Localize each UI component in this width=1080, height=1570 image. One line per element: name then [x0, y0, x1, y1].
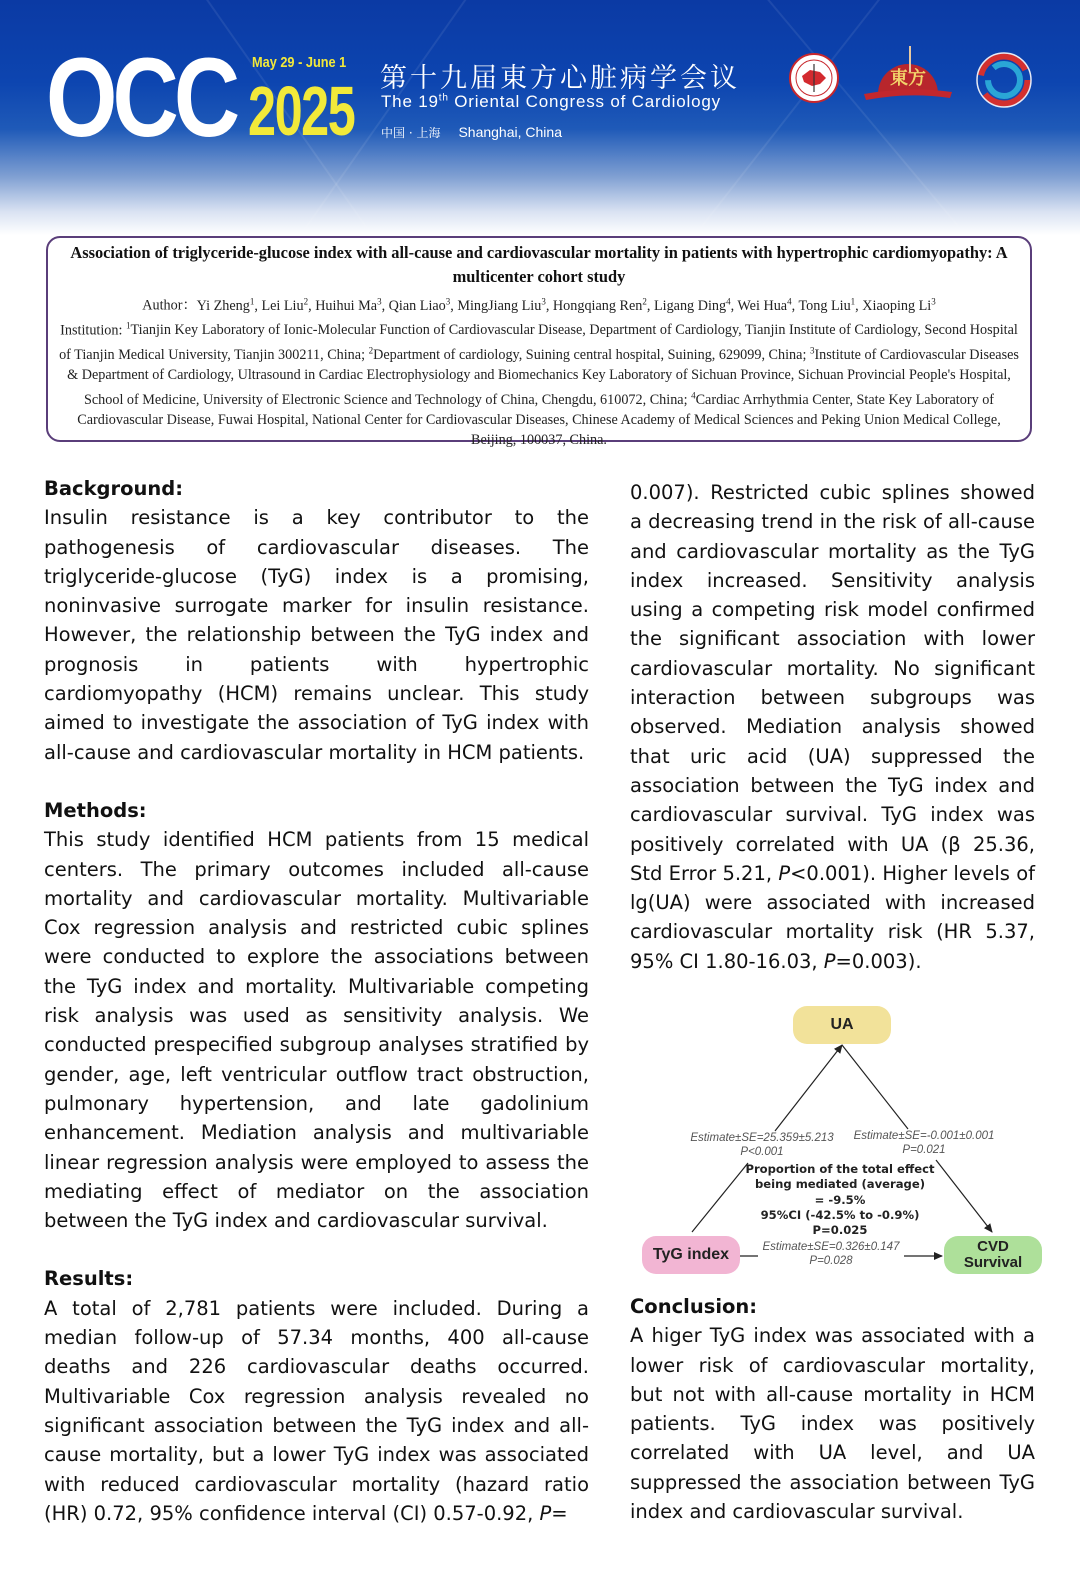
author-affiliation: 3 [377, 296, 382, 306]
results-section [44, 1264, 589, 1528]
title-en-sup: th [438, 92, 449, 104]
author-name: Ligang Ding [653, 297, 727, 314]
institution-number: 4 [691, 390, 696, 401]
results-heading: Results: [44, 1267, 134, 1291]
methods-heading: Methods: [44, 798, 147, 822]
author-list [56, 291, 1022, 316]
outcome-node [944, 1236, 1042, 1274]
title-en-prefix: The 19 [381, 92, 439, 111]
author-affiliation: 4 [787, 296, 792, 306]
author-name: Tong Liu [798, 297, 851, 314]
author-affiliation: 4 [726, 296, 731, 306]
author-name: Hongqiang Ren [552, 297, 643, 314]
methods-text: This study identified HCM patients from 15 medical centers. The primary outcomes included all-cause mortality and cardiovascular mortality. Multivariable Cox regression analysis and restricted cubic splines were conducted to explore the associations between the TyG index and mortality. Multivariable competing risk analysis was used as sensitivity analysis. We conducted prespecified subgroup analyses stratified by gender, age, left ventricular outflow tract obstruction, pulmonary hypertension, and late gadolinium enhancement. Mediation analysis and multivariable linear regression analysis were employed to assess the mediating effect of mediator on the association between the TyG index and cardiovascular survival. [44, 828, 589, 1233]
outcome-line1: CVD [977, 1237, 1009, 1255]
author-name: Huihui Ma [315, 297, 378, 314]
path-a-p: P<0.001 [740, 1146, 784, 1158]
path-a-arrow-upper [775, 1045, 842, 1131]
conference-title-chinese: 第十九届東方心脏病学会议 [380, 63, 740, 94]
mediator-node: UA [793, 1006, 891, 1044]
conference-dates: May 29 - June 1 [252, 54, 347, 71]
oriental-congress-logo-icon [860, 42, 956, 104]
mediation-line: Proportion of the total effect [745, 1162, 935, 1176]
p-value-label: P [539, 1501, 552, 1525]
title-en-suffix: Oriental Congress of Cardiology [448, 92, 721, 111]
mediation-diagram [630, 1000, 1050, 1290]
results-text-part: = [551, 1501, 568, 1525]
path-b-estimate: Estimate±SE=-0.001±0.001 [853, 1130, 995, 1142]
author-name: Yi Zheng [196, 297, 250, 314]
author-names: Yi Zheng$^1$, Lei Liu$^2$, Huihui Ma$^3$, Qian Liao$^3$, MingJiang Liu$^3$, Hongqiang Ren$^2$, Ligang Ding$^4$, Wei Hua$^4$, Tong Liu$^1$, Xiaoping Li$^3$ [196, 296, 936, 314]
institution-number: 2 [368, 345, 374, 356]
mediation-summary [730, 1162, 950, 1238]
outcome-line2: Survival [963, 1254, 1023, 1271]
path-b-p: P=0.021 [902, 1144, 946, 1156]
author-affiliation: 3 [931, 296, 936, 306]
banner-decoration [694, 0, 942, 235]
author-affiliation: 2 [303, 296, 309, 306]
results-text-left [44, 1294, 589, 1528]
mediation-p: P=0.025 [812, 1223, 868, 1238]
background-heading: Background: [44, 477, 184, 500]
author-affiliation: 3 [445, 296, 451, 306]
conference-banner [0, 0, 1080, 235]
author-affiliation: 1 [850, 296, 856, 306]
mediation-proportion: = -9.5% [814, 1192, 866, 1207]
institution-text [59, 322, 1019, 447]
conference-location [381, 124, 562, 141]
right-column [630, 478, 1035, 976]
paper-title: Association of triglyceride-glucose index with all-cause and cardiovascular mortality in patients with hypertrophic cardiomyopathy: A multicenter cohort study [70, 243, 1008, 286]
mediation-line: being mediated (average) [754, 1177, 926, 1192]
p-value-label: P [823, 949, 836, 973]
results-text-part: 0.007). Restricted cubic splines showed a decreasing trend in the risk of all-cause and cardiovascular mortality as the TyG index increased. Sensitivity analysis using a competing risk model confirmed the significant association with lower cardiovascular mortality. No significant interaction between subgroups was observed. Mediation analysis showed that uric acid (UA) suppressed the association between the TyG index and cardiovascular survival. TyG index was positively correlated with UA (β 25.36, Std Error 5.21, [630, 481, 1035, 885]
author-name: Qian Liao [388, 297, 446, 314]
shanghai-medical-association-logo-icon [784, 52, 844, 104]
mediation-ci: 95%CI (-42.5% to -0.9%) [760, 1207, 920, 1222]
path-a-label [682, 1131, 842, 1159]
author-affiliation: 1 [249, 296, 255, 306]
background-section [44, 474, 589, 767]
conclusion-text: A higer TyG index was associated with a lower risk of cardiovascular mortality, but not with all-cause mortality in HCM patients. TyG index was positively correlated with UA level, and UA suppressed the association between TyG index and cardiovascular survival. [630, 1324, 1035, 1524]
methods-section [44, 796, 589, 1235]
conference-title-english [381, 92, 721, 112]
institution-list [56, 316, 1022, 450]
paper-header-box [46, 236, 1032, 448]
conference-year: 2025 [248, 72, 355, 150]
results-text-part: A total of 2,781 patients were included. During a median follow-up of 57.34 months, 400 all-cause deaths and 226 cardiovascular deaths occurred. Multivariable Cox regression analysis revealed no significant association between the TyG index and all-cause mortality, but a lower TyG index was associated with reduced cardiovascular mortality (hazard ratio (HR) 0.72, 95% confidence interval (CI) 0.57-0.92, [44, 1296, 589, 1525]
path-b-label [844, 1129, 1004, 1157]
location-chinese: 中国 · 上海 [381, 126, 441, 140]
author-name: Xiaoping Li [862, 297, 932, 314]
author-name: Lei Liu [261, 297, 304, 314]
institution-entry: Institute of Cardiovascular Diseases & Department of Cardiology, Ultrasound in Cardiac Electrophysiology and Biomechanics Key Laboratory of Sichuan Province, Sichuan Provincial People's Hospital, School of Medicine, University of Electronic Science and Technology of China, Chengdu, 610072, China; [67, 347, 1019, 408]
path-c-p: P=0.028 [809, 1255, 853, 1267]
conference-brand: OCC [46, 35, 236, 160]
exposure-node: TyG index [642, 1236, 740, 1274]
author-affiliation: 3 [541, 296, 546, 306]
p-value-label: P [778, 861, 791, 885]
path-b-arrow-upper [842, 1045, 908, 1129]
institution-label: Institution: [60, 322, 126, 339]
authors-label: Author： [142, 297, 197, 314]
author-name: Wei Hua [737, 297, 788, 314]
conclusion-heading: Conclusion: [630, 1295, 758, 1318]
left-column [44, 474, 589, 1557]
institution-number: 3 [809, 345, 815, 356]
path-c-estimate: Estimate±SE=0.326±0.147 [762, 1241, 900, 1253]
banner-decoration [700, 0, 959, 226]
path-c-label [756, 1240, 906, 1268]
institution-entry: Cardiac Arrhythmia Center, State Key Laboratory of Cardiovascular Disease, Fuwai Hospital, National Center for Cardiovascular Diseases, Chinese Academy of Medical Sciences and Peking Union Medical College, Beijing, 100037, China. [77, 391, 1001, 448]
institution-number: 1 [125, 320, 131, 331]
institution-entry: Tianjin Key Laboratory of Ionic-Molecular Function of Cardiovascular Disease, Department of Cardiology, Tianjin Institute of Cardiology, Second Hospital of Tianjin Medical University, Tianjin 300211, China; [59, 322, 1018, 364]
path-a-estimate: Estimate±SE=25.359±5.213 [690, 1132, 834, 1144]
svg-text:東方: 東方 [890, 68, 926, 89]
results-text-part: =0.003). [835, 949, 922, 973]
institution-entry: Department of cardiology, Suining central hospital, Suining, 629099, China; [373, 347, 810, 364]
cardiology-society-logo-icon [974, 52, 1034, 108]
conclusion-section [630, 1292, 1035, 1526]
author-affiliation: 2 [642, 296, 647, 306]
author-name: MingJiang Liu [457, 297, 542, 314]
results-text-right [630, 478, 1035, 976]
background-text: Insulin resistance is a key contributor to the pathogenesis of cardiovascular diseases. The triglyceride-glucose (TyG) index is a promising, noninvasive surrogate marker for insulin resistance. However, the relationship between the TyG index and prognosis in patients with hypertrophic cardiomyopathy (HCM) remains unclear. This study aimed to investigate the association of TyG index with all-cause and cardiovascular mortality in HCM patients. [44, 506, 589, 764]
location-english: Shanghai, China [458, 124, 562, 140]
results-text-part: <0.001). Higher levels of lg(UA) were associated with increased cardiovascular mortality risk (HR 5.37, 95% CI 1.80-16.03, [630, 861, 1035, 973]
